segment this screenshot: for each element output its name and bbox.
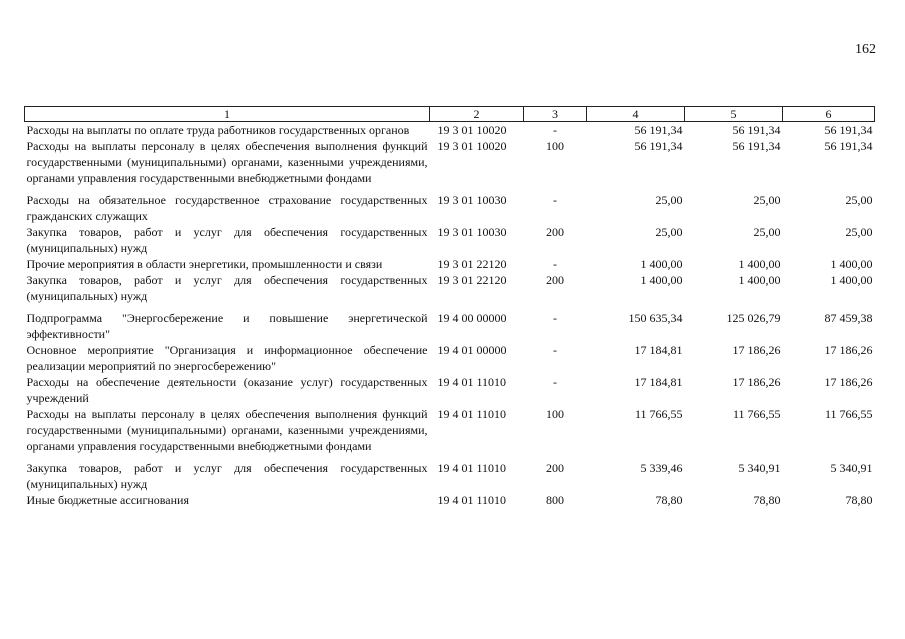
table-row — [25, 454, 875, 492]
table-row — [25, 224, 875, 256]
expense-type: - — [553, 375, 557, 389]
expense-name: Расходы на выплаты персоналу в целях обеспечения выполнения функций государственными (муниципальными) органами, казенными учреждениями, органами управления государственными внебюджетными фондами — [26, 139, 428, 185]
table-row — [25, 122, 875, 139]
amount-col5: 5 340,91 — [738, 461, 781, 475]
amount-col5: 78,80 — [753, 493, 781, 507]
amount-col6: 17 186,26 — [824, 375, 873, 389]
budget-table — [24, 106, 875, 508]
expense-name: Расходы на обеспечение деятельности (оказание услуг) государственных учреждений — [26, 375, 428, 405]
target-code: 19 4 01 11010 — [437, 493, 507, 507]
expense-name: Расходы на обязательное государственное страхование государственных гражданских служащих — [26, 193, 428, 223]
amount-col4: 150 635,34 — [628, 311, 683, 325]
expense-name: Закупка товаров, работ и услуг для обеспечения государственных (муниципальных) нужд — [26, 273, 428, 303]
table-row — [25, 186, 875, 224]
table-row — [25, 492, 875, 508]
expense-name: Основное мероприятие "Организация и информационное обеспечение реализации мероприятий по энергосбережению" — [26, 343, 428, 373]
target-code: 19 4 01 11010 — [437, 407, 507, 421]
target-code: 19 3 01 22120 — [437, 257, 507, 271]
table-row — [25, 406, 875, 454]
target-code: 19 3 01 10020 — [437, 123, 507, 137]
expense-type: 100 — [546, 139, 564, 153]
amount-col6: 5 340,91 — [830, 461, 873, 475]
amount-col4: 17 184,81 — [634, 343, 683, 357]
amount-col4: 78,80 — [655, 493, 683, 507]
column-header: 6 — [783, 107, 875, 122]
amount-col5: 1 400,00 — [738, 273, 781, 287]
amount-col4: 5 339,46 — [640, 461, 683, 475]
target-code: 19 4 00 00000 — [437, 311, 507, 325]
expense-type: 200 — [546, 273, 564, 287]
expense-name: Закупка товаров, работ и услуг для обеспечения государственных (муниципальных) нужд — [26, 225, 428, 255]
amount-col4: 56 191,34 — [634, 139, 683, 153]
expense-name: Расходы на выплаты персоналу в целях обеспечения выполнения функций государственными (муниципальными) органами, казенными учреждениями, органами управления государственными внебюджетными фондами — [26, 407, 428, 453]
target-code: 19 3 01 22120 — [437, 273, 507, 287]
target-code: 19 4 01 11010 — [437, 375, 507, 389]
page-number: 162 — [855, 42, 876, 57]
table-row — [25, 256, 875, 272]
amount-col4: 11 766,55 — [634, 407, 683, 421]
table-row — [25, 138, 875, 186]
amount-col6: 17 186,26 — [824, 343, 873, 357]
target-code: 19 4 01 00000 — [437, 343, 507, 357]
amount-col4: 25,00 — [655, 193, 683, 207]
target-code: 19 3 01 10030 — [437, 193, 507, 207]
target-code: 19 3 01 10020 — [437, 139, 507, 153]
amount-col5: 1 400,00 — [738, 257, 781, 271]
column-header: 3 — [524, 107, 587, 122]
expense-type: 800 — [546, 493, 564, 507]
amount-col6: 25,00 — [845, 193, 873, 207]
table-row — [25, 374, 875, 406]
column-header: 4 — [587, 107, 685, 122]
expense-name: Иные бюджетные ассигнования — [26, 493, 189, 507]
table-row — [25, 304, 875, 342]
table-row — [25, 272, 875, 304]
amount-col4: 1 400,00 — [640, 273, 683, 287]
amount-col4: 1 400,00 — [640, 257, 683, 271]
column-header: 5 — [685, 107, 783, 122]
expense-name: Закупка товаров, работ и услуг для обеспечения государственных (муниципальных) нужд — [26, 461, 428, 491]
table-header-row — [25, 107, 875, 122]
expense-type: - — [553, 311, 557, 325]
column-header: 2 — [430, 107, 524, 122]
amount-col4: 17 184,81 — [634, 375, 683, 389]
amount-col6: 78,80 — [845, 493, 873, 507]
target-code: 19 3 01 10030 — [437, 225, 507, 239]
table-row — [25, 342, 875, 374]
amount-col6: 1 400,00 — [830, 273, 873, 287]
amount-col6: 1 400,00 — [830, 257, 873, 271]
amount-col6: 11 766,55 — [824, 407, 873, 421]
amount-col5: 56 191,34 — [732, 123, 781, 137]
expense-name: Расходы на выплаты по оплате труда работников государственных органов — [26, 123, 410, 137]
amount-col6: 25,00 — [845, 225, 873, 239]
expense-type: 100 — [546, 407, 564, 421]
expense-type: 200 — [546, 461, 564, 475]
expense-type: - — [553, 123, 557, 137]
amount-col5: 25,00 — [753, 225, 781, 239]
target-code: 19 4 01 11010 — [437, 461, 507, 475]
amount-col6: 56 191,34 — [824, 139, 873, 153]
amount-col4: 56 191,34 — [634, 123, 683, 137]
expense-type: 200 — [546, 225, 564, 239]
expense-type: - — [553, 257, 557, 271]
column-header: 1 — [25, 107, 430, 122]
amount-col5: 17 186,26 — [732, 375, 781, 389]
amount-col5: 17 186,26 — [732, 343, 781, 357]
amount-col5: 56 191,34 — [732, 139, 781, 153]
amount-col5: 25,00 — [753, 193, 781, 207]
amount-col4: 25,00 — [655, 225, 683, 239]
expense-type: - — [553, 343, 557, 357]
amount-col6: 56 191,34 — [824, 123, 873, 137]
amount-col6: 87 459,38 — [824, 311, 873, 325]
expense-type: - — [553, 193, 557, 207]
amount-col5: 125 026,79 — [726, 311, 781, 325]
expense-name: Подпрограмма "Энергосбережение и повышение энергетической эффективности" — [26, 311, 428, 341]
amount-col5: 11 766,55 — [732, 407, 781, 421]
expense-name: Прочие мероприятия в области энергетики, промышленности и связи — [26, 257, 383, 271]
